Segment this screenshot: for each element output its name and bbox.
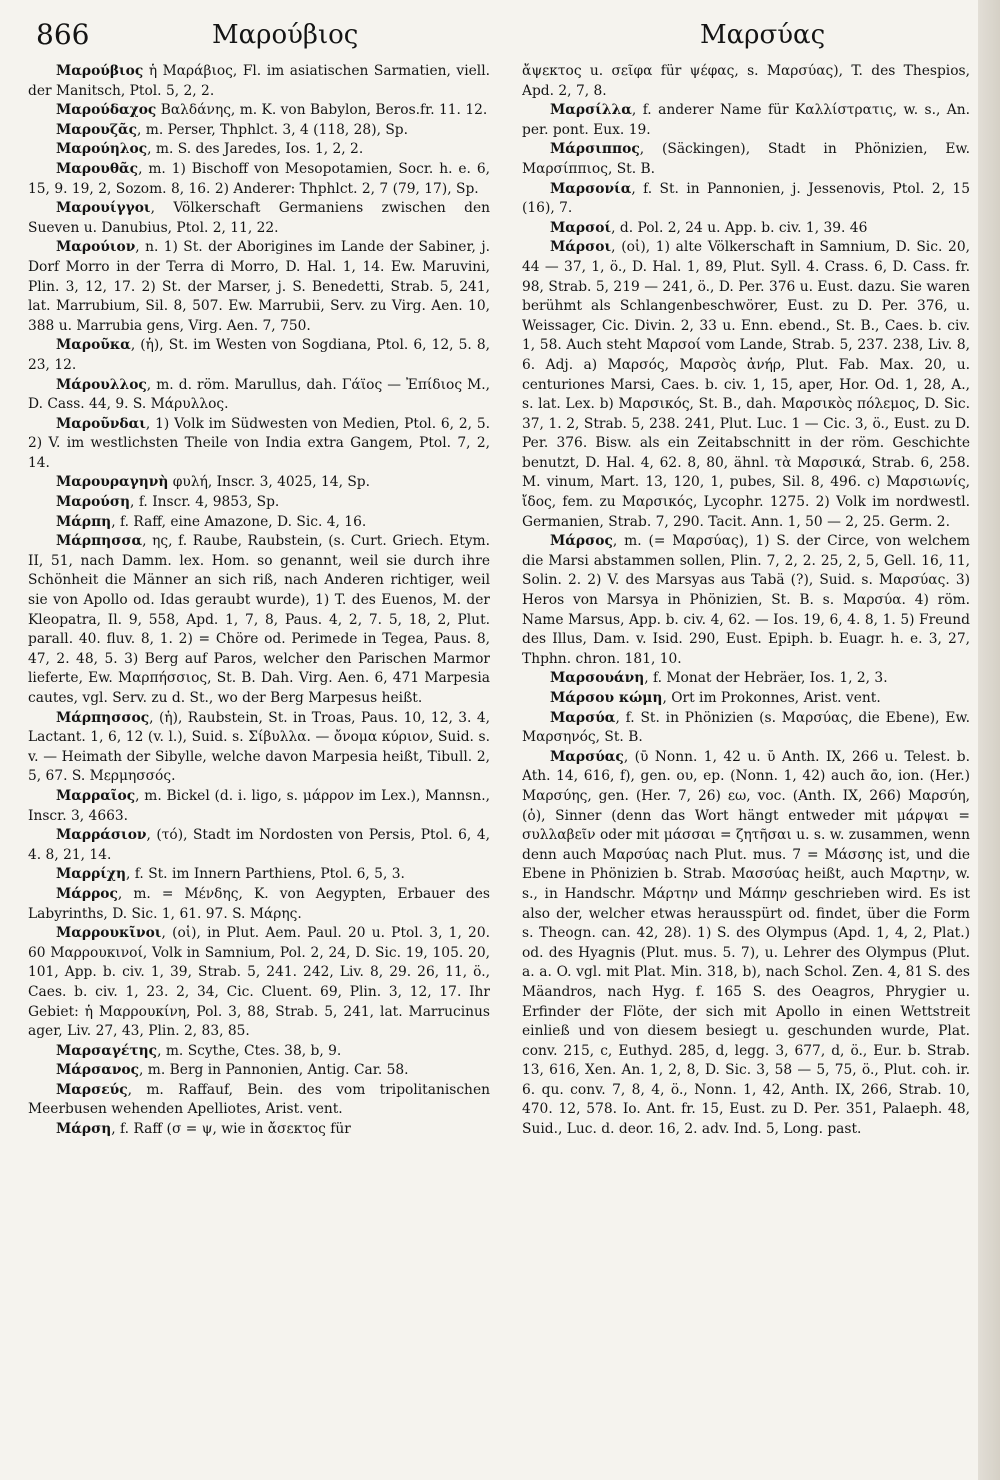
dictionary-entry <box>28 415 490 474</box>
entry-headword: Μαρουραγηνὴ <box>56 474 169 491</box>
entry-text: , m. S. des Jaredes, Ios. 1, 2, 2. <box>147 141 364 158</box>
entry-headword: Μαρρίχη <box>56 866 127 883</box>
dictionary-entry <box>522 238 970 532</box>
dictionary-entry <box>28 787 490 826</box>
dictionary-entry <box>28 826 490 865</box>
entry-text: , m. Bickel (d. i. ligo, s. μάρρον im Lex.), Mannsn., Inscr. 3, 4663. <box>28 787 490 824</box>
dictionary-entry <box>522 140 970 179</box>
page-number: 866 <box>36 18 90 51</box>
entry-text: , (οἱ), in Plut. Aem. Paul. 20 u. Ptol. 3, 1, 20. 60 Μαρρουκινοί, Volk in Samnium, Pol. 2, 24, D. Sic. 19, 105. 20, 101, App. b. civ. 1, 39, Strab. 5, 241. 242, Liv. 8, 29. 26, 11, ö., Caes. b. civ. 1, 23. 2, 34, Cic. Cluent. 69, Plin. 3, 12, 17. Ihr Gebiet: ἡ Μαρρουκίνη, Pol. 3, 88, Strab. 5, 241, lat. Marrucinus ager, Liv. 27, 43, Plin. 2, 83, 85. <box>28 925 490 1040</box>
entry-headword: Μαρραῖος <box>56 787 136 804</box>
entry-headword: Μάρπησσα <box>56 533 143 550</box>
dictionary-entry <box>28 62 490 101</box>
dictionary-entry <box>28 885 490 924</box>
entry-headword: Μάρπησσος <box>56 709 150 726</box>
entry-text: , (ἡ), St. im Westen von Sogdiana, Ptol. 6, 12, 5. 8, 23, 12. <box>28 337 490 373</box>
entry-headword: Μαρουθᾶς <box>56 160 139 177</box>
dictionary-entry <box>28 376 490 415</box>
entry-headword: Μαρούση <box>56 494 131 511</box>
entry-headword: Μάρουλλος <box>56 376 147 393</box>
dictionary-entry <box>28 101 490 121</box>
entry-headword: Μαρσύας <box>550 748 624 765</box>
entry-headword: Μαροῦνδαι <box>56 415 146 432</box>
entry-text: , ης, f. Raube, Raubstein, (s. Curt. Griech. Etym. II, 51, nach Damm. lex. Hom. so genannt, weil sie durch ihre Schönheit die Männer an sich riß, nach Anderen richtiger, weil sie von Apollo od. Idas geraubt wurde), 1) T. des Euenos, M. der Kleopatra, Il. 9, 558, Apd. 1, 7, 8, Paus. 4, 2, 7. 5, 18, 2, Plut. parall. 40. fluv. 8, 1. 2) = Chöre od. Perimede in Tegea, Paus. 8, 47, 2. 48, 5. 3) Berg auf Paros, welcher den Parischen Marmor lieferte, Ew. Μαρπήσσιος, St. B. Dah. Virg. Aen. 6, 471 Marpesia cautes, vgl. Serv. zu d. St., wo der Berg Marpesus heißt. <box>28 533 490 706</box>
page-header <box>0 18 1000 58</box>
entry-headword: Μαρούιον <box>56 239 136 256</box>
right-column <box>522 62 970 1468</box>
entry-headword: Μάρσιππος <box>550 141 640 158</box>
entry-text: , f. Raff (σ = ψ, wie in ἄσεκτος für <box>111 1121 351 1138</box>
entry-text: , f. St. in Pannonien, j. Jessenovis, Ptol. 2, 15 (16), 7. <box>522 180 970 217</box>
page-edge <box>978 0 1000 1480</box>
dictionary-entry <box>28 1120 490 1140</box>
entry-text: , (ἡ), Raubstein, St. in Troas, Paus. 10, 12, 3. 4, Lactant. 1, 6, 12 (v. l.), Suid. s. Σίβυλλα. — ὄνομα κύριον, Suid. s. v. — Heimath der Sibylle, welche davon Marpesia heißt, Tibull. 2, 5, 67. S. Μερμησσός. <box>28 709 490 785</box>
entry-headword: Μάρπη <box>56 513 112 530</box>
dictionary-entry <box>28 1061 490 1081</box>
entry-headword: Μαρσοί <box>550 219 612 236</box>
entry-text: ἄψεκτος u. σεῖφα für ψέφας, s. Μαρσύας), T. des Thespios, Apd. 2, 7, 8. <box>522 63 970 99</box>
dictionary-entry <box>522 101 970 140</box>
entry-headword: Μαρουίγγοι <box>56 200 151 217</box>
entry-headword: Μάρση <box>56 1121 112 1138</box>
entry-text: , f. Monat der Hebräer, Ios. 1, 2, 3. <box>644 670 888 687</box>
dictionary-entry <box>28 121 490 141</box>
entry-text: , (τό), Stadt im Nordosten von Persis, Ptol. 6, 4, 4. 8, 21, 14. <box>28 827 490 863</box>
entry-text: , (ῡ Nonn. 1, 42 u. ῠ Anth. IX, 266 u. Telest. b. Ath. 14, 616, f), gen. ου, ep. (Nonn. 1, 42) auch ᾱο, ion. (Her.) Μαρσύης, gen. (Her. 7, 26) εω, voc. (Anth. IX, 266) Μαρσύη, (ὁ), Sinner (denn das Wort hängt entweder mit μάρψαι = συλλαβεῖν oder mit μάσσαι = ζητῆσαι u. s. w. zusammen, wenn denn auch Μαρσύας nach Plut. mus. 7 = Μάσσης ist, und die Ebene in Phönizien b. Strab. Μασσύας heißt, auch Μαρτην, w. s., in Handschr. Μάρτην und Μάπην geschrieben wird. Es ist also der, welcher etwas herausspürt od. findet, über die Form s. Theogn. can. 42, 28). 1) S. des Olympus (Apd. 1, 4, 2, Plat.) od. des Hyagnis (Plut. mus. 5. 7), u. Lehrer des Olympus (Plut. a. a. O. vgl. mit Plat. Min. 318, b), nach Schol. Zen. 4, 81 S. des Mäandros, nach Hyg. f. 165 S. des Oeagros, Phrygier u. Erfinder der Flöte, der sich mit Apollo in einen Wettstreit einließ und von diesem besiegt u. geschunden wurde, Plat. conv. 215, c, Euthyd. 285, d, legg. 3, 677, d, ö., Eur. b. Strab. 13, 616, Xen. An. 1, 2, 8, D. Sic. 3, 58 — 5, 75, ö., Plut. coh. ir. 6. qu. conv. 7, 8, 4, ö., Nonn. 1, 42, Anth. IX, 266, Strab. 10, 470. 12, 578. Io. Ant. fr. 15, Eust. zu D. Per. 351, Palaeph. 48, Suid., Luc. d. deor. 16, 2. adv. Ind. 5, Long. past. <box>522 748 970 1138</box>
entry-headword: Μαρούβιος <box>56 63 144 79</box>
dictionary-entry <box>522 669 970 689</box>
entry-headword: Μαρουζᾶς <box>56 121 138 138</box>
dictionary-entry <box>28 1042 490 1062</box>
entry-headword: Μάρσοι <box>550 239 612 256</box>
entry-text: , m. d. röm. Marullus, dah. Γάϊος — Ἐπίδιος Μ., D. Cass. 44, 9. S. Μάρυλλος. <box>28 376 490 413</box>
entry-text: ἡ Μαράβιος, Fl. im asiatischen Sarmatien, viell. der Manitsch, Ptol. 5, 2, 2. <box>28 63 490 99</box>
entry-headword: Μάρσανος <box>56 1062 140 1079</box>
entry-text: , (Säckingen), Stadt in Phönizien, Ew. Μαρσίππιος, St. B. <box>522 141 970 177</box>
entry-headword: Μάρσου κώμη <box>550 690 663 706</box>
entry-headword: Μαρούηλος <box>56 141 148 158</box>
entry-headword: Μαρσεύς <box>56 1081 128 1098</box>
dictionary-entry <box>522 748 970 1140</box>
right-running-headword: Μαρσύας <box>700 20 826 50</box>
entry-text: , f. St. in Phönizien (s. Μαρσύας, die Ebene), Ew. Μαρσηνός, St. B. <box>522 709 970 746</box>
entry-headword: Μαροῦκα <box>56 337 131 354</box>
entry-text: , m. (= Μαρσύας), 1) S. der Circe, von welchem die Marsi abstammen sollen, Plin. 7, 2, 2. 25, 2, 5, Gell. 16, 11, Solin. 2. 2) V. des Marsyas aus Tabä (?), Suid. s. Μαρσύας. 3) Heros von Marsya in Phönizien, St. B. s. Μαρσύα. 4) röm. Name Marsus, App. b. civ. 4, 62. — Ios. 19, 6, 4. 8, 1. 5) Freund des Illus, Dam. v. Isid. 290, Eust. Epiph. b. Euagr. h. e. 3, 27, Thphn. chron. 181, 10. <box>522 533 970 667</box>
entry-text: , m. Perser, Thphlct. 3, 4 (118, 28), Sp. <box>137 121 409 138</box>
dictionary-entry <box>522 180 970 219</box>
dictionary-entry <box>28 1081 490 1120</box>
dictionary-entry <box>28 336 490 375</box>
entry-text: φυλή, Inscr. 3, 4025, 14, Sp. <box>168 474 371 491</box>
dictionary-entry <box>28 493 490 513</box>
entry-headword: Μαρσουάνη <box>550 670 645 687</box>
dictionary-entry <box>28 473 490 493</box>
entry-headword: Μάρρος <box>56 885 118 902</box>
left-running-headword: Μαρούβιος <box>212 20 359 50</box>
dictionary-entry <box>28 238 490 336</box>
left-column <box>28 62 490 1468</box>
dictionary-entry <box>28 140 490 160</box>
dictionary-entry <box>522 709 970 748</box>
entry-text: , Ort im Prokonnes, Arist. vent. <box>662 690 881 706</box>
dictionary-entry <box>28 924 490 1042</box>
entry-text: , (οἱ), 1) alte Völkerschaft in Samnium, D. Sic. 20, 44 — 37, 1, ö., D. Hal. 1, 89, Plut. Syll. 4. Crass. 6, D. Cass. fr. 98, Strab. 5, 219 — 241, ö., D. Per. 376 u. Eust. dazu. Sie waren berühmt als Schlangenbeschwörer, Eust. zu D. Per. 376, u. Weissager, Cic. Divin. 2, 33 u. Enn. ebend., St. B., Caes. b. civ. 1, 58. Auch steht Μαρσοί vom Lande, Strab. 5, 237. 238, Liv. 8, 6. Adj. a) Μαρσός, Μαρσὸς ἀνήρ, Plut. Fab. Max. 20, u. centuriones Marsi, Caes. b. civ. 1, 15, aper, Hor. Od. 1, 28, A., s. lat. Lex. b) Μαρσικός, St. B., dah. Μαρσικὸς πόλεμος, D. Sic. 37, 1. 2, Strab. 5, 238. 241, Plut. Luc. 1 — Cic. 3, ö., Eust. zu D. Per. 376. Bisw. als ein Zeitabschnitt in der röm. Geschichte benutzt, D. Hal. 4, 62. 8, 80, ähnl. τὰ Μαρσικά, Strab. 6, 258. M. vinum, Mart. 13, 120, 1, pubes, Sil. 8, 496. c) Μαρσιωνίς, ἴδος, fem. zu Μαρσικός, Lycophr. 1275. 2) Volk im nordwestl. Germanien, Strab. 7, 290. Tacit. Ann. 1, 50 — 2, 25. Germ. 2. <box>522 239 970 530</box>
entry-text: , f. Inscr. 4, 9853, Sp. <box>130 494 280 511</box>
dictionary-entry <box>28 199 490 238</box>
entry-headword: Μαρούδαχος <box>56 102 157 119</box>
dictionary-entry <box>28 865 490 885</box>
entry-headword: Μαρσίλλα <box>550 102 632 119</box>
entry-headword: Μαρράσιον <box>56 827 147 844</box>
entry-headword: Μάρσος <box>550 533 613 550</box>
entry-text: , d. Pol. 2, 24 u. App. b. civ. 1, 39. 46 <box>611 219 868 236</box>
entry-text: , m. Scythe, Ctes. 38, b, 9. <box>157 1042 342 1059</box>
dictionary-entry <box>522 689 970 709</box>
dictionary-entry <box>28 513 490 533</box>
entry-headword: Μαρσύα <box>550 709 616 726</box>
entry-text: , f. anderer Name für Καλλίστρατις, w. s., An. per. pont. Eux. 19. <box>522 102 970 138</box>
entry-text: , f. Raff, eine Amazone, D. Sic. 4, 16. <box>111 513 367 530</box>
entry-text: , n. 1) St. der Aborigines im Lande der Sabiner, j. Dorf Morro in der Terra di Morro, D. Hal. 1, 14. Ew. Maruvini, Plin. 3, 12, 17. 2) St. der Marser, j. S. Benedetti, Strab. 5, 241, lat. Marrubium, Sil. 8, 507. Ew. Marrubii, Serv. zu Virg. Aen. 10, 388 u. Marrubia gens, Virg. Aen. 7, 750. <box>28 239 490 334</box>
dictionary-entry <box>28 532 490 708</box>
dictionary-entry <box>522 62 970 101</box>
dictionary-entry <box>522 219 970 239</box>
dictionary-entry <box>522 532 970 669</box>
dictionary-entry <box>28 160 490 199</box>
entry-text: , f. St. im Innern Parthiens, Ptol. 6, 5, 3. <box>126 866 405 883</box>
entry-headword: Μαρσαγέτης <box>56 1042 158 1059</box>
entry-text: , m. = Μένδης, K. von Aegypten, Erbauer des Labyrinths, D. Sic. 1, 61. 97. S. Μάρης. <box>28 885 490 922</box>
entry-text: , m. 1) Bischoff von Mesopotamien, Socr. h. e. 6, 15, 9. 19, 2, Sozom. 8, 16. 2) Anderer: Thphlct. 2, 7 (79, 17), Sp. <box>28 160 490 197</box>
dictionary-entry <box>28 709 490 787</box>
entry-text: , m. Berg in Pannonien, Antig. Car. 58. <box>139 1062 409 1079</box>
entry-text: , m. Raffauf, Bein. des vom tripolitanischen Meerbusen wehenden Apelliotes, Arist. vent. <box>28 1081 490 1118</box>
entry-text: , 1) Volk im Südwesten von Medien, Ptol. 6, 2, 5. 2) V. im westlichsten Theile von India extra Gangem, Ptol. 7, 2, 14. <box>28 415 490 471</box>
entry-headword: Μαρσονία <box>550 180 632 197</box>
entry-text: Βαλδάνης, m. K. von Babylon, Beros.fr. 11. 12. <box>156 102 488 119</box>
entry-headword: Μαρρουκῖνοι <box>56 925 162 942</box>
entry-text: , Völkerschaft Germaniens zwischen den Sueven u. Danubius, Ptol. 2, 11, 22. <box>28 200 490 236</box>
